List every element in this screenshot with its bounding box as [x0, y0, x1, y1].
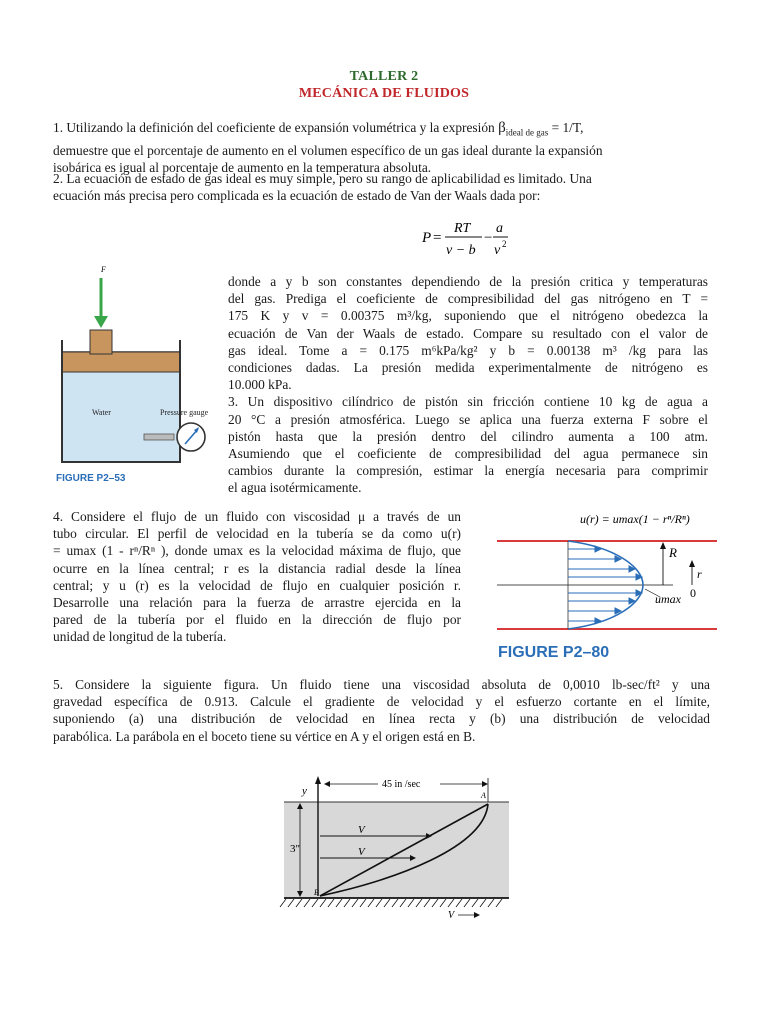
- speed-arrow-right-icon: [482, 781, 488, 787]
- problem-3-line2: 20 °C a presión atmosférica. Luego se aplica una fuerza externa F sobre el: [228, 411, 708, 427]
- problem-3-line6: el agua isotérmicamente.: [228, 480, 362, 496]
- problem-4-line2: tubo circular. El perfil de velocidad en la tubería se da como u(r): [53, 526, 461, 542]
- umax-label: umax: [655, 592, 681, 606]
- piston-rod: [90, 330, 112, 354]
- problem-3-line3: pistón hasta que la presión dentro del cilindro aumenta a 100 atm.: [228, 428, 708, 444]
- problem-1: [53, 119, 715, 176]
- eq-v: v: [494, 243, 501, 258]
- problem-2-cont-line5: gas ideal. Tome a = 0.175 m⁶kPa/kg² y b = 0.00138 m³ /kg para las: [228, 342, 708, 358]
- eq-v-minus-b: v − b: [446, 243, 476, 258]
- problem-3-line1: 3. Un dispositivo cilíndrico de pistón sin fricción contiene 10 kg de agua a: [228, 394, 708, 410]
- problem-1-line3: isobárica es igual al porcentaje de aumento en la temperatura absoluta.: [53, 160, 432, 176]
- V2-label: V: [358, 846, 365, 858]
- eq-exp: 2: [502, 239, 507, 249]
- R-arrow-icon: [660, 542, 666, 549]
- water-label: Water: [92, 408, 111, 417]
- V1-label: V: [358, 824, 365, 836]
- figure-p2-80-caption: FIGURE P2–80: [498, 644, 610, 661]
- problem-5: [53, 676, 710, 745]
- speed-label: 45 in /sec: [382, 779, 421, 790]
- problem-2-cont-line1: donde a y b son constantes dependiendo de la presión critica y temperaturas: [228, 274, 708, 289]
- problem-4-line4: ocurre en la línea central; r es la distancia radial desde la línea: [53, 560, 461, 576]
- R-label: R: [669, 545, 677, 560]
- problem-2-intro: [53, 170, 715, 204]
- y-axis-arrow-icon: [315, 776, 321, 784]
- piston-base: [62, 352, 180, 372]
- wall-hatching: [280, 899, 502, 907]
- problem-2-cont-line6: condiciones dadas. La presión medida experimentalmente de nitrógeno es: [228, 360, 708, 376]
- gauge-label: Pressure gauge: [160, 408, 209, 417]
- problem-4: [53, 508, 461, 646]
- problem-2-line1: 2. La ecuación de estado de gas ideal es muy simple, pero su rango de aplicabilidad es limitado. Una: [53, 171, 592, 186]
- problem-5-line2: gravedad específica de 0.913. Calcule el gradiente de velocidad y el esfuerzo cortante en el límite,: [53, 694, 710, 710]
- van-der-waals-equation: [420, 214, 540, 260]
- origin-label: 0: [690, 586, 696, 600]
- force-label: F: [101, 265, 106, 274]
- document-subtitle: MECÁNICA DE FLUIDOS: [298, 86, 470, 101]
- wall-velocity-arrow-head: [474, 912, 480, 918]
- problem-3-line5: cambios durante la compresión, estimar la energía necesaria para comprimir: [228, 463, 708, 479]
- problem-2-line2: ecuación más precisa pero complicada es la ecuación de estado de Van der Waals dada por:: [53, 188, 541, 204]
- speed-arrow-left-icon: [324, 781, 330, 787]
- problem-4-line5: central; y u (r) es la velocidad de flujo en cualquier posición r.: [53, 577, 461, 593]
- problem-3-line4: Asumiendo que el coeficiente de compresibilidad del agua permanece sin: [228, 446, 708, 462]
- r-arrow-icon: [689, 560, 695, 567]
- eq-equals: =: [433, 230, 442, 246]
- problem-5-line1: 5. Considere la siguiente figura. Un fluido tiene una viscosidad absoluta de 0,0010 lb-sec/ft² y una: [53, 677, 710, 692]
- B-label: B: [314, 888, 319, 897]
- y-label: y: [302, 785, 307, 797]
- velocity-profile-equation: u(r) = umax(1 − rⁿ/Rⁿ): [580, 512, 690, 526]
- problem-2-cont-line4: ecuación de Van der Waals de estado. Compare su resultado con el valor de: [228, 325, 708, 341]
- r-label: r: [697, 567, 702, 581]
- eq-minus: −: [484, 230, 493, 246]
- problem-1-line1: 1. Utilizando la definición del coeficiente de expansión volumétrica y la expresión $\beta_{ideal de gas} = 1/T$,: [53, 120, 584, 138]
- problem-2-continued: [228, 273, 708, 497]
- eq-RT: RT: [454, 221, 471, 236]
- problem-2-cont-line3: 175 K y v = 0.00375 m³/kg, suponiendo que el nitrógeno obedezca la: [228, 308, 708, 324]
- eq-a: a: [496, 221, 503, 236]
- problem-4-line1: 4. Considere el flujo de un fluido con viscosidad μ a través de un: [53, 509, 461, 524]
- problem-2-cont-line7: 10.000 kPa.: [228, 377, 292, 393]
- eq-P: P: [422, 230, 432, 246]
- figure-p2-80: [495, 505, 720, 665]
- problem-4-line8: unidad de longitud de la tubería.: [53, 629, 227, 645]
- force-arrow-icon: [94, 316, 108, 328]
- problem-5-line4: parabólica. La parábola en el boceto tiene su vértice en A y el origen está en B.: [53, 728, 476, 744]
- problem-5-line3: suponiendo (a) una distribución de velocidad en línea recta y (b) una distribución de velocidad: [53, 711, 710, 727]
- figure-p2-53: [50, 260, 222, 488]
- problem-4-line7: pared de la tubería por el fluido en la dirección de flujo por: [53, 612, 461, 628]
- problem-1-line2: demuestre que el porcentaje de aumento en el volumen específico de un gas ideal durante la expansión: [53, 142, 603, 158]
- A-label: A: [481, 791, 486, 800]
- figure-p2-53-caption: FIGURE P2–53: [56, 473, 126, 484]
- document-title: TALLER 2: [349, 69, 419, 84]
- V3-label: V: [448, 910, 455, 921]
- problem-4-line6: Desarrolle una relación para la fuerza de arrastre ejercida en la: [53, 595, 461, 611]
- problem-2-cont-line2: del gas. Prediga el coeficiente de compresibilidad del gas nitrógeno en T =: [228, 291, 708, 307]
- figure-problem-5: [274, 768, 514, 928]
- height-label: 3": [290, 843, 300, 855]
- gauge-pipe: [144, 434, 174, 440]
- problem-4-line3: = umax (1 - rⁿ/Rⁿ ), donde umax es la velocidad máxima de flujo, que: [53, 543, 461, 559]
